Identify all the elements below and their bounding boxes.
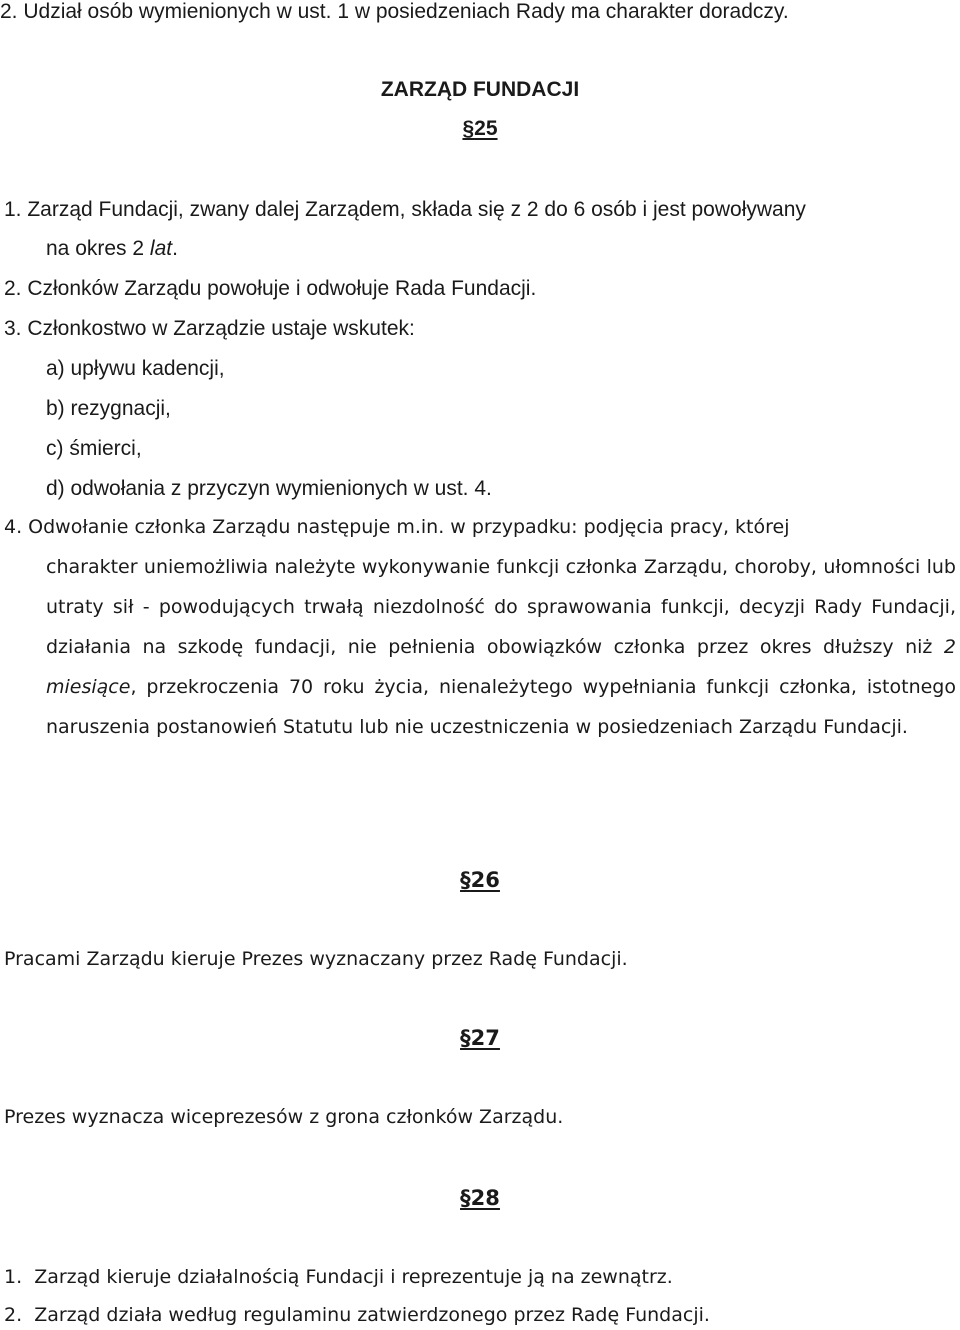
section-number: 28 [470,1186,500,1210]
section-26-text: Pracami Zarządu kieruje Prezes wyznaczany przez Radę Fundacji. [4,948,628,970]
section-number: 25 [474,117,498,140]
list-item-c: c) śmierci, [46,437,142,460]
paragraph-25-1-line2 [46,238,178,259]
section-sign: § [460,1026,471,1050]
section-sign: § [460,1186,471,1210]
paragraph-25-4-line1: 4. Odwołanie członka Zarządu następuje m.in. w przypadku: podjęcia pracy, której [4,516,790,538]
text-run: . [172,237,178,260]
list-item-a: a) upływu kadencji, [46,357,225,380]
section-heading: ZARZĄD FUNDACJI [380,78,580,101]
section-27-title [0,1028,960,1049]
text-run: na okres 2 [46,237,150,260]
section-number: 27 [470,1026,500,1050]
section-27-text: Prezes wyznacza wiceprezesów z grona członków Zarządu. [4,1106,564,1128]
italic-text: lat [149,237,173,260]
paragraph-25-4-body [46,547,956,747]
text-run: , przekroczenia 70 roku życia, nienależytego wypełniania funkcji członka, istotnego naruszenia postanowień Statutu lub nie uczestniczenia w posiedzeniach Zarządu Fundacji. [46,676,956,738]
list-item-b: b) rezygnacji, [46,397,171,420]
paragraph-25-3: 3. Członkostwo w Zarządzie ustaje wskutek: [4,317,415,340]
section-sign: § [462,117,475,140]
section-sign: § [460,868,471,892]
section-number: 26 [470,868,500,892]
section-28-item-2: 2. Zarząd działa według regulaminu zatwierdzonego przez Radę Fundacji. [4,1304,710,1326]
paragraph-25-1-line1: 1. Zarząd Fundacji, zwany dalej Zarządem, składa się z 2 do 6 osób i jest powoływany [4,198,806,221]
text-run: charakter uniemożliwia należyte wykonywanie funkcji członka Zarządu, choroby, ułomności lub utraty sił - powodujących trwałą niezdolność do sprawowania funkcji, decyzji Rady Fundacji, działania na szkodę fundacji, nie pełnienia obowiązków członka przez okres dłuższy niż [46,556,956,658]
section-26-title [0,870,960,891]
section-28-title [0,1188,960,1209]
paragraph-rada-2: 2. Udział osób wymienionych w ust. 1 w posiedzeniach Rady ma charakter doradczy. [0,0,789,23]
section-28-item-1: 1. Zarząd kieruje działalnością Fundacji i reprezentuje ją na zewnątrz. [4,1266,673,1288]
list-item-d: d) odwołania z przyczyn wymienionych w ust. 4. [46,477,492,500]
paragraph-25-2: 2. Członków Zarządu powołuje i odwołuje Rada Fundacji. [4,277,537,300]
section-25-title [0,118,960,139]
italic-text: 2 miesiące [46,636,956,698]
